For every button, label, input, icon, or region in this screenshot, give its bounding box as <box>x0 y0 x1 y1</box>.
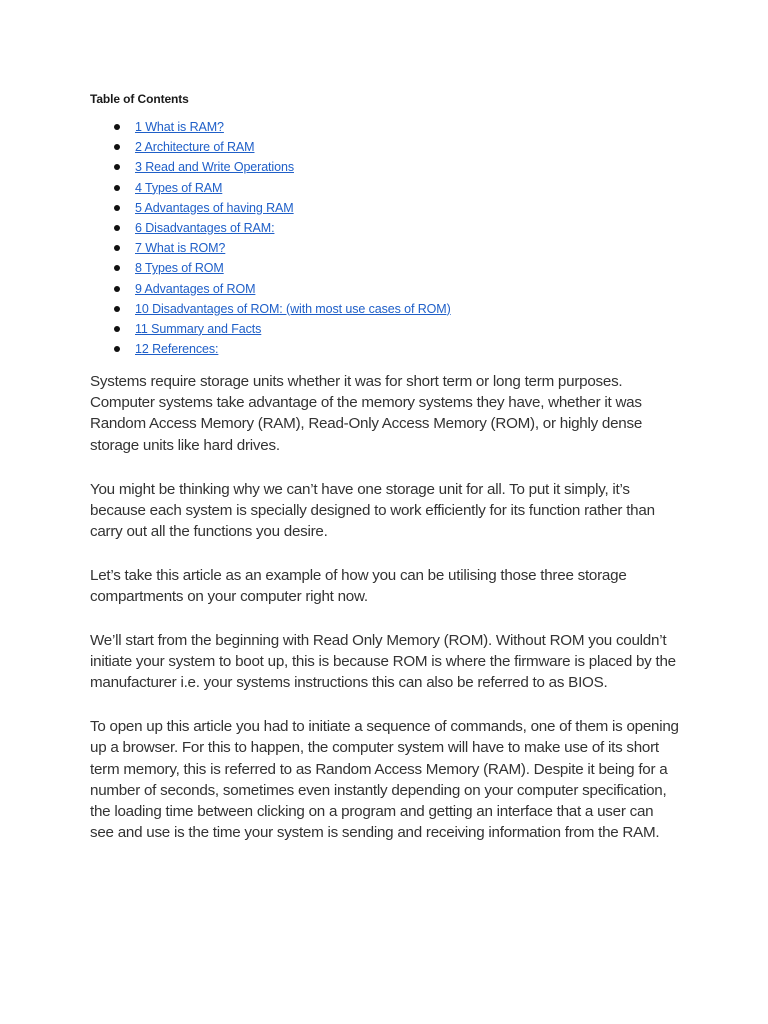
toc-item <box>90 117 680 137</box>
toc-item <box>90 279 680 299</box>
paragraph: You might be thinking why we can’t have one storage unit for all. To put it simply, it’s because each system is specially designed to work efficiently for its function rather than carry out all the functions you desire. <box>90 480 655 540</box>
bullet-icon <box>114 286 120 292</box>
toc-item <box>90 299 680 319</box>
bullet-icon <box>114 326 120 332</box>
bullet-icon <box>114 164 120 170</box>
toc-item <box>90 258 680 278</box>
article-body <box>90 371 680 843</box>
bullet-icon <box>114 306 120 312</box>
toc-item <box>90 218 680 238</box>
toc-link-references[interactable]: 12 References: <box>135 342 219 357</box>
paragraph: We’ll start from the beginning with Read Only Memory (ROM). Without ROM you couldn’t initiate your system to boot up, this is because ROM is where the firmware is placed by the manufacturer i.e. your systems instructions this can also be referred to as BIOS. <box>90 632 676 692</box>
bullet-icon <box>114 346 120 352</box>
paragraph: To open up this article you had to initiate a sequence of commands, one of them is opening up a browser. For this to happen, the computer system will have to make use of its short term memory, this is referred to as Random Access Memory (RAM). Despite it being for a number of seconds, sometimes even instantly depending on your computer specification, the loading time between clicking on a program and getting an interface that a user can see and use is the time your system is sending and receiving information from the RAM. <box>90 718 679 841</box>
toc-link-advantages-of-rom[interactable]: 9 Advantages of ROM <box>135 281 256 296</box>
toc-link-types-of-ram[interactable]: 4 Types of RAM <box>135 180 223 195</box>
document-page <box>90 92 680 866</box>
toc-link-architecture-of-ram[interactable]: 2 Architecture of RAM <box>135 140 255 155</box>
toc-link-advantages-of-ram[interactable]: 5 Advantages of having RAM <box>135 200 294 215</box>
bullet-icon <box>114 205 120 211</box>
toc-link-types-of-rom[interactable]: 8 Types of ROM <box>135 261 224 276</box>
bullet-icon <box>114 265 120 271</box>
toc-link-disadvantages-of-rom[interactable]: 10 Disadvantages of ROM: (with most use cases of ROM) <box>135 301 451 316</box>
bullet-icon <box>114 245 120 251</box>
toc-link-summary-and-facts[interactable]: 11 Summary and Facts <box>135 321 262 336</box>
toc-link-what-is-ram[interactable]: 1 What is RAM? <box>135 120 224 134</box>
toc-item <box>90 319 680 339</box>
toc-link-disadvantages-of-ram[interactable]: 6 Disadvantages of RAM: <box>135 220 275 235</box>
toc-title: Table of Contents <box>90 92 189 106</box>
toc-item <box>90 157 680 177</box>
paragraph: Let’s take this article as an example of how you can be utilising those three storage compartments on your computer right now. <box>90 566 627 605</box>
bullet-icon <box>114 124 120 130</box>
toc-list <box>90 117 680 359</box>
toc-link-read-write-operations[interactable]: 3 Read and Write Operations <box>135 160 294 175</box>
toc-item <box>90 198 680 218</box>
toc-item <box>90 178 680 198</box>
toc-link-what-is-rom[interactable]: 7 What is ROM? <box>135 241 226 256</box>
toc-item <box>90 137 680 157</box>
toc-item <box>90 339 680 359</box>
bullet-icon <box>114 185 120 191</box>
paragraph: Systems require storage units whether it was for short term or long term purposes. Computer systems take advantage of the memory systems they have, whether it was Random Access Memory (RAM), Read-Only Access Memory (ROM), or highly dense storage units like hard drives. <box>90 373 643 454</box>
bullet-icon <box>114 144 120 150</box>
toc-item <box>90 238 680 258</box>
bullet-icon <box>114 225 120 231</box>
